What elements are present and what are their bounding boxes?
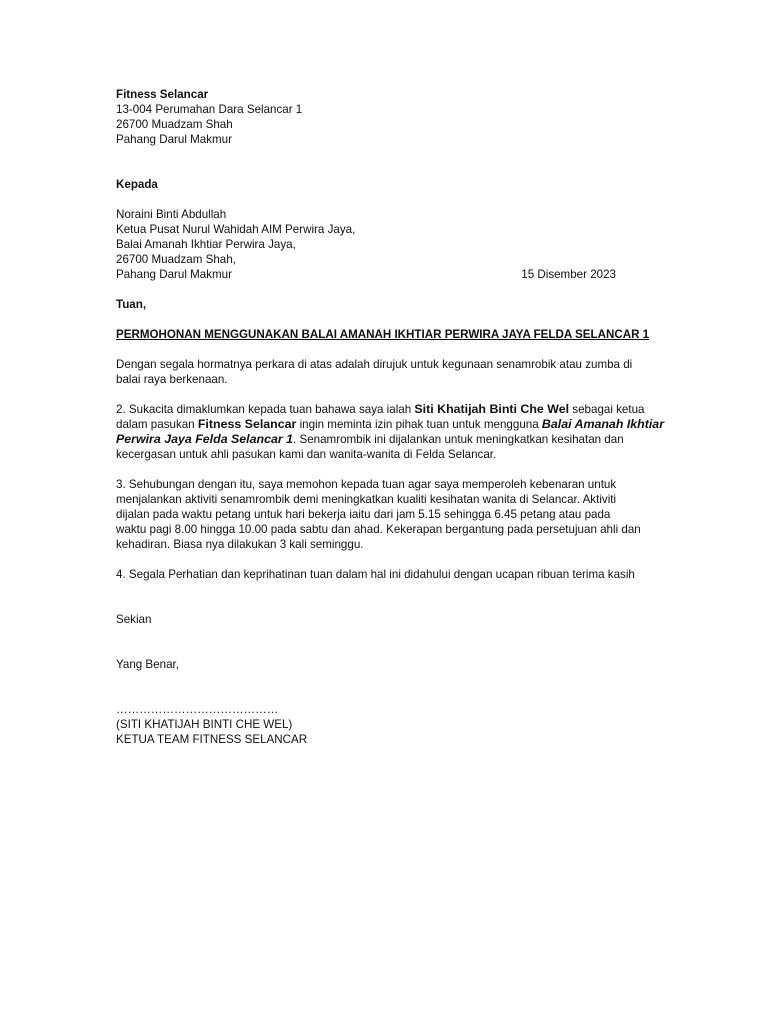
recipient-line-3: Balai Amanah Ikhtiar Perwira Jaya, [116, 238, 296, 251]
recipient-label: Kepada [116, 178, 158, 191]
spacer [116, 282, 656, 297]
letter-subject: PERMOHONAN MENGGUNAKAN BALAI AMANAH IKHTIAR PERWIRA JAYA FELDA SELANCAR 1 [116, 328, 650, 341]
paragraph-2-text: sebagai ketua [569, 403, 645, 416]
applicant-name: Siti Khatijah Binti Che Wel [414, 402, 570, 416]
spacer [116, 342, 656, 357]
paragraph-2-line-2 [116, 417, 665, 432]
paragraph-2 [116, 402, 665, 462]
spacer [116, 672, 656, 702]
spacer [116, 462, 656, 477]
recipient-line-4: 26700 Muadzam Shah, [116, 253, 236, 266]
venue-name-part-1: Balai Amanah Ikhtiar [541, 417, 665, 431]
letter-date: 15 Disember 2023 [521, 268, 616, 281]
team-name: Fitness Selancar [197, 417, 297, 431]
spacer [116, 387, 656, 402]
recipient-line-2: Ketua Pusat Nurul Wahidah AIM Perwira Jaya, [116, 223, 356, 236]
recipient-line-1: Noraini Binti Abdullah [116, 208, 227, 221]
spacer [116, 147, 656, 177]
sender-address-line-2: 26700 Muadzam Shah [116, 118, 233, 131]
sender-block [116, 87, 656, 147]
signatory-title: KETUA TEAM FITNESS SELANCAR [116, 733, 308, 746]
spacer [116, 627, 656, 657]
signature-line: …………………………………… [116, 703, 279, 716]
recipient-block [116, 177, 656, 282]
paragraph-4: 4. Segala Perhatian dan keprihatinan tuan dalam hal ini didahului dengan ucapan ribuan terima kasih [116, 568, 635, 581]
paragraph-3-line-2: menjalankan aktiviti senamrombik demi meningkatkan kualiti kesihatan wanita di Selancar. Aktiviti [116, 493, 617, 506]
recipient-line-5: Pahang Darul Makmur [116, 268, 232, 281]
spacer [116, 552, 656, 567]
signatory-name: (SITI KHATIJAH BINTI CHE WEL) [116, 718, 293, 731]
paragraph-2-text: dalam pasukan [116, 418, 198, 431]
paragraph-3 [116, 477, 656, 552]
recipient-last-row [116, 267, 616, 282]
paragraph-2-line-1 [116, 402, 656, 417]
spacer [116, 582, 656, 612]
letter-page [116, 87, 665, 747]
paragraph-2-text: . Senamrombik ini dijalankan untuk meningkatkan kesihatan dan [293, 433, 624, 446]
paragraph-1-line-1: Dengan segala hormatnya perkara di atas adalah dirujuk untuk kegunaan senamrobik atau zumba di [116, 358, 633, 371]
paragraph-2-text: ingin meminta izin pihak tuan untuk mengguna [296, 418, 542, 431]
closing-sekian: Sekian [116, 613, 152, 626]
closing-yang-benar: Yang Benar, [116, 658, 179, 671]
venue-name-part-2: Perwira Jaya Felda Selancar 1 [116, 432, 294, 446]
sender-address-line-1: 13-004 Perumahan Dara Selancar 1 [116, 103, 303, 116]
sender-address-line-3: Pahang Darul Makmur [116, 133, 232, 146]
paragraph-1-line-2: balai raya berkenaan. [116, 373, 228, 386]
paragraph-3-line-1: 3. Sehubungan dengan itu, saya memohon kepada tuan agar saya memperoleh kebenaran untuk [116, 478, 617, 491]
spacer [116, 312, 656, 327]
paragraph-2-line-3 [116, 432, 656, 447]
paragraph-2-text: 2. Sukacita dimaklumkan kepada tuan bahawa saya ialah [116, 403, 415, 416]
paragraph-3-line-3: dijalan pada waktu petang untuk hari bekerja iaitu dari jam 5.15 sehingga 6.45 petang atau pada [116, 508, 611, 521]
spacer [116, 192, 656, 207]
paragraph-3-line-5: kehadiran. Biasa nya dilakukan 3 kali seminggu. [116, 538, 364, 551]
paragraph-1 [116, 357, 656, 387]
paragraph-2-line-4: kecergasan untuk ahli pasukan kami dan wanita-wanita di Felda Selancar. [116, 448, 497, 461]
salutation: Tuan, [116, 298, 147, 311]
paragraph-3-line-4: waktu pagi 8.00 hingga 10.00 pada sabtu dan ahad. Kekerapan bergantung pada persetujuan ahli dan [116, 523, 641, 536]
sender-name: Fitness Selancar [116, 88, 209, 101]
